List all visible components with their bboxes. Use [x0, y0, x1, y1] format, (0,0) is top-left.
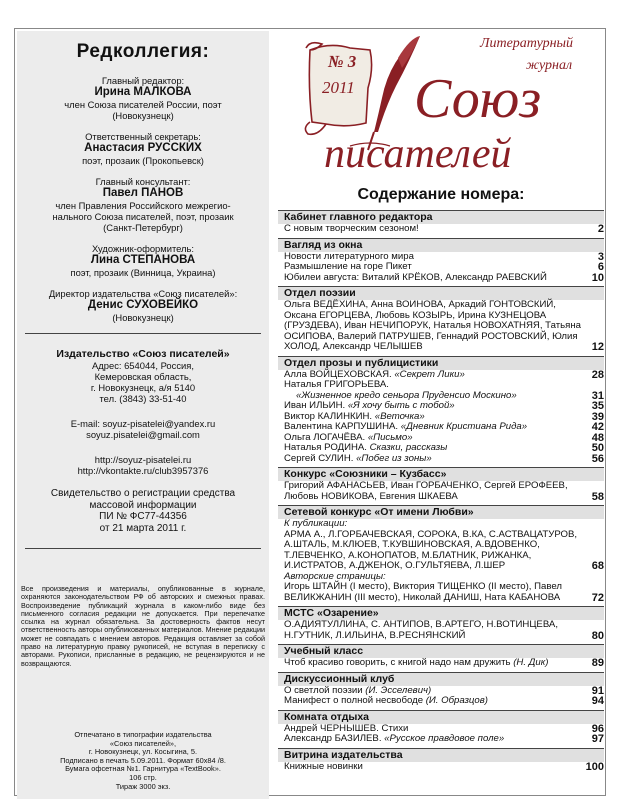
section-discussion-club: Дискуссионный клуб — [278, 672, 604, 686]
registration-2: массовой информации — [89, 499, 197, 511]
section-poetry: Отдел поэзии — [278, 286, 604, 300]
copyright-notice: Все произведения и материалы, опубликованные в журнале, охраняются законодательством РФ об авторских и смежных правах. Воспроизведение публикаций журнала в каком-либо виде без письменного согласия редакции не допускается. При перепечатке ссылка на журнал обязательна. За достоверность фактов несут ответственность авторы опубликованных материалов. Мнение редакции может не совпадать с мнением авторов. Редакция оставляет за собой право на литературную правку рукописей, не вступая в переписку с авторами. Рукописи, присланные в редакцию, не рецензируются и не возвращаются. — [21, 584, 265, 668]
secretary-name: Анастасия РУССКИХ — [84, 142, 202, 154]
toc-entry[interactable]: Ольга ВЕДЁХИНА, Анна ВОИНОВА, Аркадий ГОНТОВСКИЙ, Оксана ЕГОРЦЕВА, Любовь КОЗЫРЬ, Ирина КУЗНЕЦОВА (ГРУЗДЕВА), Иван НЕЧИПОРУК, Наталья НОВОХАТНЯЯ, Татьяна ОСИПОВА, Валерий ПАТРУШЕВ, Геннадий РОСТОВСКИЙ, Юлия ХОЛОД, Александр ЧЕЛЫШЕВ 12 — [284, 299, 604, 353]
consultant-desc-2: нального Союза писателей, поэт, прозаик — [52, 211, 234, 222]
toc-entry[interactable]: Манифест о полной несвободе (И. Образцов) 94 — [284, 695, 604, 707]
toc-entry[interactable]: Андрей ЧЕРНЫШЕВ. Стихи 96 — [284, 722, 604, 735]
editorial-column — [17, 31, 269, 799]
editorial-heading: Редколлегия: — [76, 41, 210, 62]
toc-entry[interactable]: АРМА А., Л.ГОРБАЧЕВСКАЯ, СОРОКА, В.КА, С.АСТВАЦАТУРОВ, А.ШТАЛЬ, М.КЛЮЕВ, Т.КУВШИНОВСКАЯ, А.ВДОВЕНКО, Т.ЛЕВЧЕНКО, А.КОНОПАТОВ, М.БЛАТНИК, РИЖАНКА, И.ИСТРАТОВ, А.ДЖЕНОК, О.ГУЛЬТЯЕВА, Л.ШЕР 68 — [284, 528, 604, 572]
logo-subtitle-2: журнал — [526, 58, 573, 73]
email-1[interactable]: E-mail: soyuz-pisatelei@yandex.ru — [70, 418, 216, 429]
toc-entry[interactable]: Александр БАЗИЛЕВ. «Русское правдовое поле» 97 — [284, 733, 604, 745]
toc-entry[interactable]: Чтоб красиво говорить, с книгой надо нам дружить (Н. Дик) 89 — [284, 657, 604, 669]
director-role: Директор издательства «Союз писателей»: — [48, 288, 238, 299]
consultant-desc-3: (Санкт-Петербург) — [103, 222, 183, 233]
secretary-role: Ответственный секретарь: — [85, 131, 201, 142]
director-desc: (Новокузнецк) — [112, 312, 174, 323]
toc-entry[interactable]: Григорий АФАНАСЬЕВ, Иван ГОРБАЧЕНКО, Сергей ЕРОФЕЕВ, Любовь НОВИКОВА, Евгения ШКАЕВА 58 — [284, 480, 604, 503]
consultant-name: Павел ПАНОВ — [102, 187, 184, 199]
section-network-contest: Сетевой конкурс «От имени Любви» — [278, 505, 604, 519]
issue-number: № 3 — [328, 52, 357, 71]
section-editor-office: Кабинет главного редактора — [278, 210, 604, 224]
address-1: Адрес: 654044, Россия, — [92, 360, 194, 371]
toc-entry[interactable]: Валентина КАРПУШИНА. «Дневник Кристиана Рида» 42 — [284, 421, 604, 433]
consultant-desc-1: член Правления Российского межрегио- — [55, 200, 231, 211]
site-link-2[interactable]: http://vkontakte.ru/club3957376 — [77, 465, 209, 476]
secretary-desc: поэт, прозаик (Прокопьевск) — [82, 155, 204, 166]
registration-4: от 21 марта 2011 г. — [99, 522, 187, 534]
toc-entry[interactable]: Ольга ЛОГАЧЁВА. «Письмо» 48 — [284, 431, 604, 444]
print-line-3: г. Новокузнецк, ул. Косыгина, 5. — [88, 747, 198, 757]
toc-heading: Содержание номера: — [357, 186, 525, 203]
section-contest-kuzbass: Конкурс «Союзники – Кузбасс» — [278, 467, 604, 481]
toc-entry[interactable]: Алла ВОЙЦЕХОВСКАЯ. «Секрет Лики» 28 — [284, 368, 604, 381]
toc-entry[interactable]: О светлой поэзии (И. Эсселевич) 91 — [284, 684, 604, 697]
registration-3: ПИ № ФС77-44356 — [99, 511, 187, 522]
chief-city: (Новокузнецк) — [112, 110, 174, 121]
section-window-view: Вагляд из окна — [278, 238, 604, 252]
journal-logo — [270, 28, 604, 183]
table-of-contents — [278, 207, 604, 772]
toc-subheading: Авторские страницы: — [284, 570, 386, 582]
section-ozarenie: МСТС «Озарение» — [278, 606, 604, 620]
toc-entry[interactable]: Сергей СУЛИН. «Побег из зоны» 56 — [284, 452, 604, 465]
issue-year: 2011 — [322, 78, 355, 97]
toc-entry[interactable]: Игорь ШТАЙН (I место), Виктория ТИЩЕНКО (II место), Павел ВЕЛИКЖАНИН (III место), Николай ДАНИШ, Ната КАБАНОВА 72 — [284, 581, 604, 604]
artist-desc: поэт, прозаик (Винница, Украина) — [70, 267, 216, 278]
print-line-7: Тираж 3000 экз. — [115, 781, 171, 791]
print-line-2: «Союз писателей», — [109, 738, 177, 748]
phone: тел. (3843) 33-51-40 — [99, 393, 187, 404]
print-line-1: Отпечатано в типографии издательства — [74, 730, 212, 739]
consultant-role: Главный консультант: — [95, 176, 191, 187]
site-link-1[interactable]: http://soyuz-pisatelei.ru — [94, 454, 192, 465]
chief-desc: член Союза писателей России, поэт — [64, 99, 222, 110]
section-rest-room: Комната отдыха — [278, 710, 604, 724]
toc-entry[interactable]: Наталья ГРИГОРЬЕВА. — [284, 379, 389, 390]
toc-entry[interactable]: С новым творческим сезоном! 2 — [284, 223, 604, 235]
print-line-5: Бумага офсетная №1. Гарнитура «TextBook». — [65, 764, 221, 774]
toc-entry[interactable]: Иван ИЛЬИН. «Я хочу быть с тобой» 35 — [284, 400, 604, 412]
toc-entry[interactable]: Книжные новинки 100 — [284, 760, 604, 773]
address-2: Кемеровская область, — [94, 371, 192, 382]
section-classroom: Учебный класс — [278, 644, 604, 658]
director-name: Денис СУХОВЕЙКО — [87, 299, 199, 311]
section-showcase: Витрина издательства — [278, 748, 604, 762]
address-3: г. Новокузнецк, а/я 5140 — [90, 382, 196, 393]
toc-entry[interactable]: Размышление на горе Пикет 6 — [284, 261, 604, 273]
registration-1: Свидетельство о регистрации средства — [50, 488, 236, 499]
logo-title-1: Союз — [414, 68, 542, 130]
publisher-title: Издательство «Союз писателей» — [56, 348, 230, 360]
section-prose: Отдел прозы и публицистики — [278, 356, 604, 370]
toc-entry[interactable]: Юбилеи августа: Виталий КРЁКОВ, Александр РАЕВСКИЙ 10 — [284, 271, 604, 284]
toc-entry[interactable]: Виктор КАЛИНКИН. «Веточка» 39 — [284, 410, 604, 423]
logo-subtitle-1: Литературный — [480, 36, 574, 51]
toc-entry[interactable]: О.АДИЯТУЛЛИНА, С. АНТИПОВ, В.АРТЕГО, Н.ВОТИНЦЕВА, Н.ГУТНИК, Л.ИЛЬИНА, В.РЕСНЯНСКИЙ 80 — [284, 619, 604, 642]
toc-entry[interactable]: Наталья РОДИНА. Сказки, рассказы 50 — [284, 442, 604, 454]
artist-name: Лина СТЕПАНОВА — [90, 254, 196, 266]
toc-entry[interactable]: Новости литературного мира 3 — [284, 250, 604, 263]
logo-title-2: писателей — [324, 131, 512, 177]
divider — [25, 548, 261, 549]
toc-subheading: К публикации: — [284, 518, 348, 529]
artist-role: Художник-оформитель: — [92, 243, 194, 254]
print-line-6: 106 стр. — [129, 772, 157, 782]
toc-entry[interactable]: «Жизненное кредо сеньора Пруденсио Москино» 31 — [296, 389, 604, 402]
chief-role: Главный редактор: — [101, 75, 185, 86]
email-2[interactable]: soyuz.pisatelei@gmail.com — [86, 429, 200, 440]
print-line-4: Подписано в печать 5.09.2011. Формат 60х84 /8. — [60, 755, 226, 765]
chief-name: Ирина МАЛКОВА — [94, 86, 192, 98]
divider — [25, 333, 261, 334]
